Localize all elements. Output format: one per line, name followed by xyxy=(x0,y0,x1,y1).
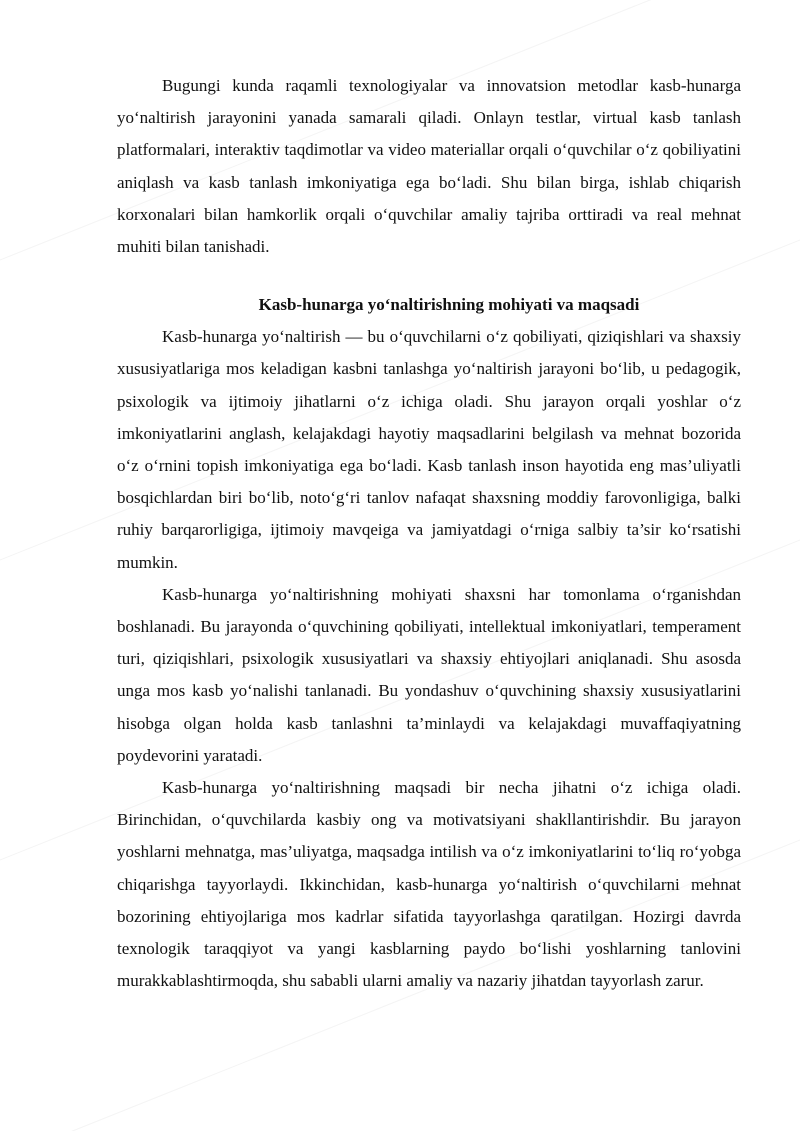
section-spacer xyxy=(117,263,741,289)
intro-paragraph: Bugungi kunda raqamli texnologiyalar va innovatsion metodlar kasb-hunarga yoʻnaltirish jarayonini yanada samarali qiladi. Onlayn testlar, virtual kasb tanlash platformalari, interaktiv taqdimotlar va video materiallar orqali oʻquvchilar oʻz qobiliyatini aniqlash va kasb tanlash imkoniyatiga ega boʻladi. Shu bilan birga, ishlab chiqarish korxonalari bilan hamkorlik orqali oʻquvchilar amaliy tajriba orttiradi va real mehnat muhiti bilan tanishadi. xyxy=(117,76,741,257)
section-heading: Kasb-hunarga yoʻnaltirishning mohiyati va maqsadi xyxy=(258,295,640,315)
body-paragraph-2: Kasb-hunarga yoʻnaltirishning mohiyati shaxsni har tomonlama oʻrganishdan boshlanadi. Bu jarayonda oʻquvchining qobiliyati, intellektual imkoniyatlari, temperament turi, qiziqishlari, psixologik xususiyatlari va shaxsiy ehtiyojlari aniqlanadi. Shu asosda unga mos kasb yoʻnalishi tanlanadi. Bu yondashuv oʻquvchining shaxsiy xususiyatlarini hisobga olgan holda kasb tanlashni ta’minlaydi va kelajakdagi muvaffaqiyatning poydevorini yaratadi. xyxy=(117,584,741,765)
body-paragraph-3: Kasb-hunarga yoʻnaltirishning maqsadi bir necha jihatni oʻz ichiga oladi. Birinchidan, oʻquvchilarda kasbiy ong va motivatsiyani shakllantirishdir. Bu jarayon yoshlarni mehnatga, mas’uliyatga, maqsadga intilish va oʻz imkoniyatlarini toʻliq roʻyobga chiqarishga tayyorlaydi. Ikkinchidan, kasb-hunarga yoʻnaltirish oʻquvchilarni mehnat bozorining ehtiyojlariga mos kadrlar sifatida tayyorlashga qaratilgan. Hozirgi davrda texnologik taraqqiyot va yangi kasblarning paydo boʻlishi yoshlarning tanlovini murakkablashtirmoqda, shu sababli ularni amaliy va nazariy jihatdan tayyorlash zarur. xyxy=(117,778,741,991)
document-page xyxy=(117,70,741,997)
body-paragraph-1: Kasb-hunarga yoʻnaltirish — bu oʻquvchilarni oʻz qobiliyati, qiziqishlari va shaxsiy xususiyatlariga mos keladigan kasbni tanlashga yoʻnaltirish jarayoni boʻlib, u pedagogik, psixologik va ijtimoiy jihatlarni oʻz ichiga oladi. Shu jarayon orqali yoshlar oʻz imkoniyatlarini anglash, kelajakdagi hayotiy maqsadlarini belgilash va mehnat bozorida oʻz oʻrnini topish imkoniyatiga ega boʻladi. Kasb tanlash inson hayotida eng mas’uliyatli bosqichlardan biri boʻlib, notoʻgʻri tanlov nafaqat shaxsning moddiy farovonligiga, balki ruhiy barqarorligiga, ijtimoiy mavqeiga va jamiyatdagi oʻrniga salbiy ta’sir koʻrsatishi mumkin. xyxy=(117,327,741,572)
